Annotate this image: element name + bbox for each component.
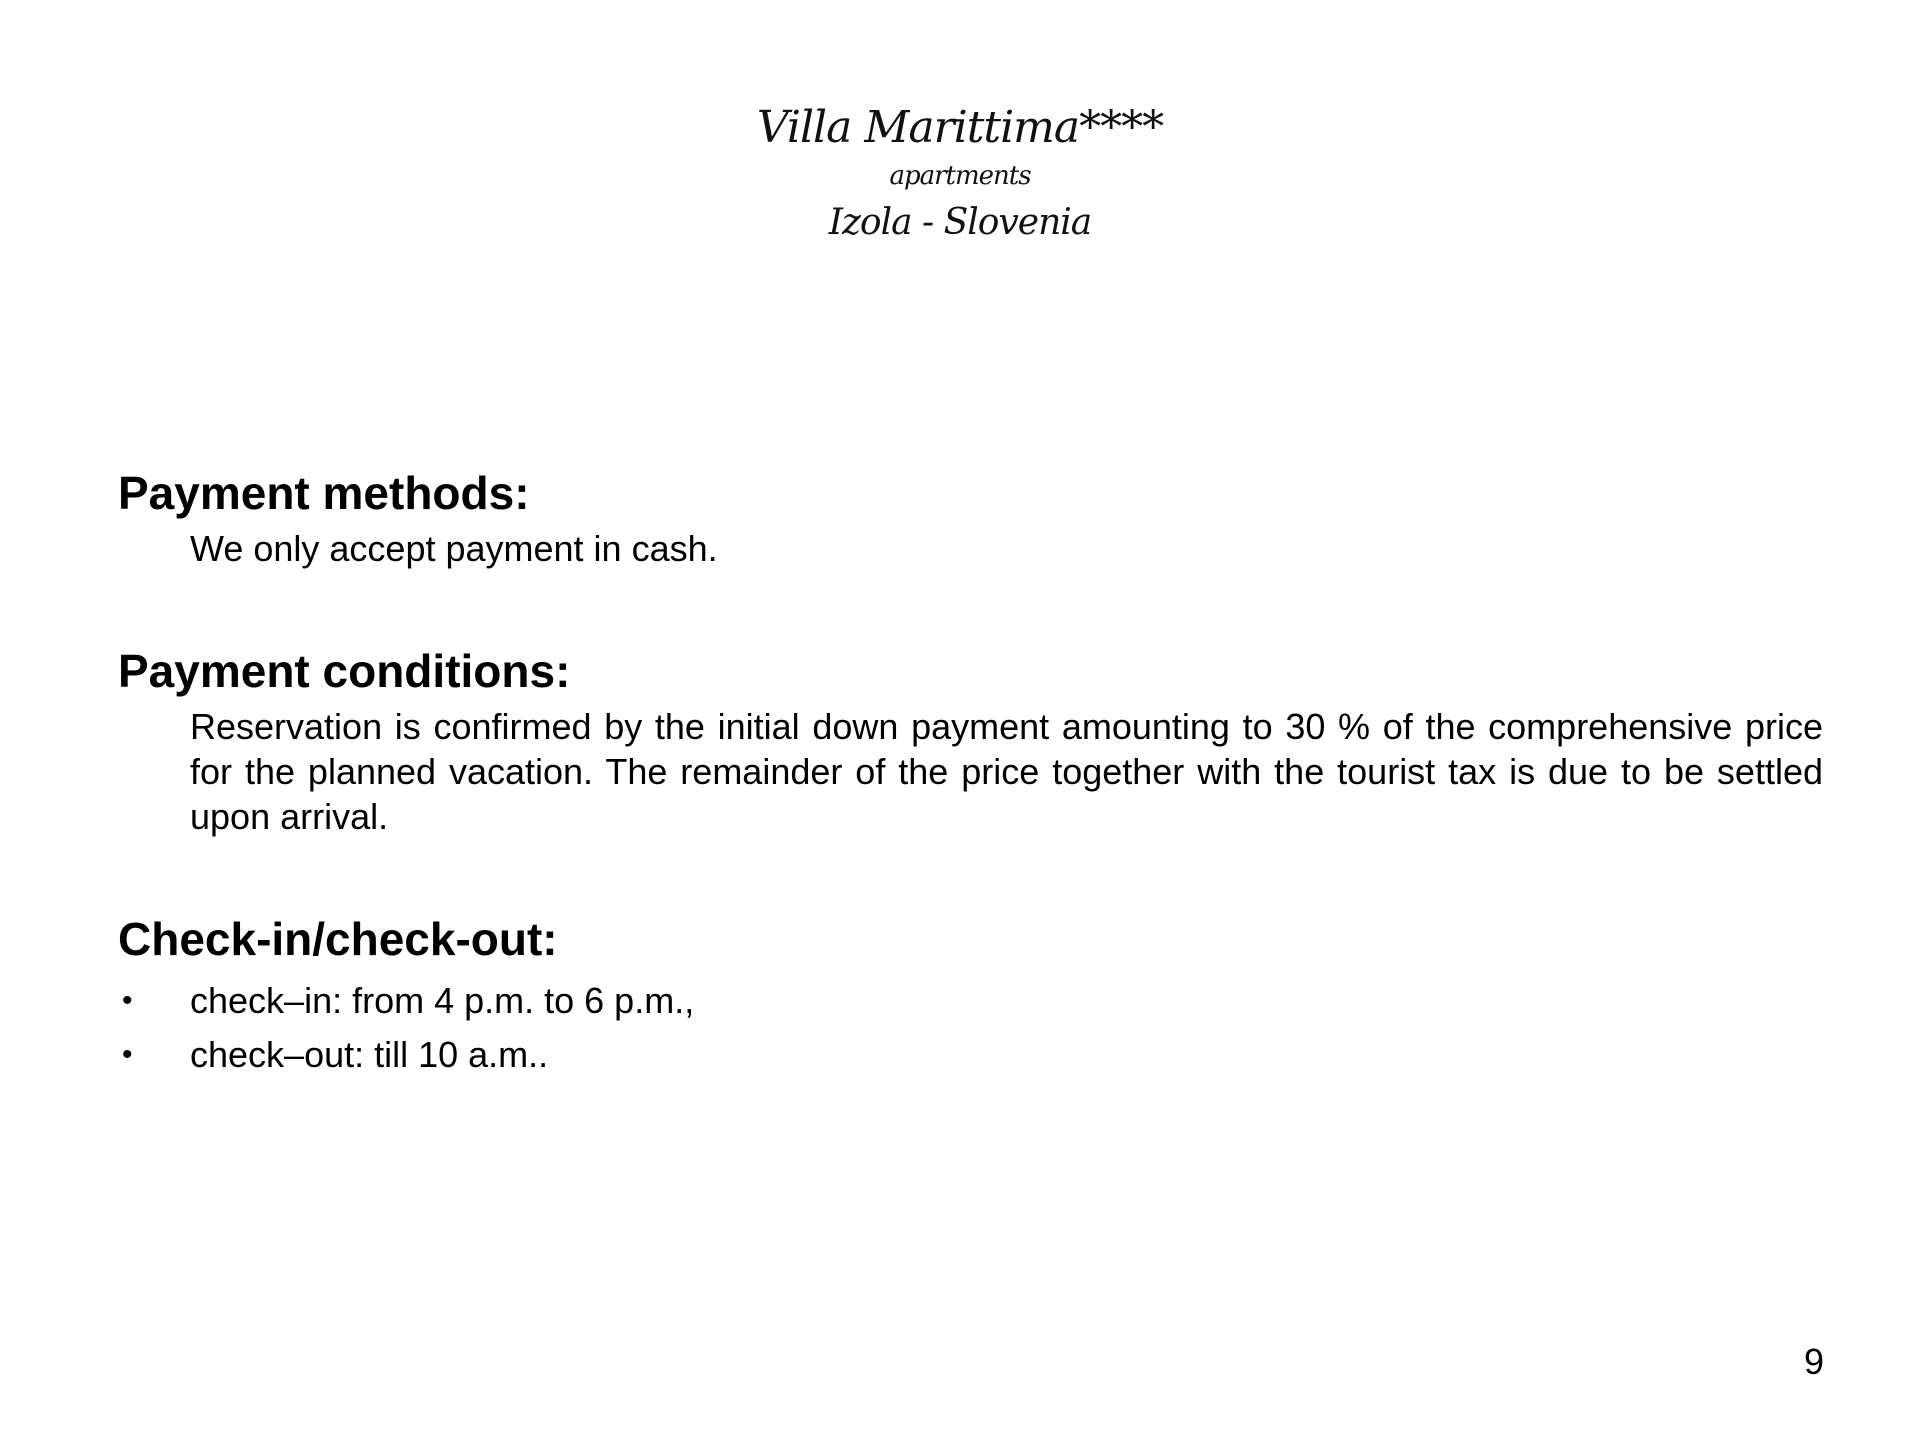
payment-conditions-section [118,644,1823,839]
bullet-icon: • [122,1038,133,1071]
check-in-out-section [118,912,1823,1082]
payment-methods-section [118,466,1823,571]
page-number: 9 [1803,1341,1824,1382]
list-item [118,974,1823,1028]
check-out-text: check–out: till 10 a.m.. [190,1034,549,1075]
list-item [118,1028,1823,1082]
bullet-icon: • [122,984,133,1017]
letterhead [0,100,1920,250]
check-in-out-heading: Check-in/check-out: [118,913,558,965]
payment-methods-text: We only accept payment in cash. [190,528,718,569]
payment-conditions-heading: Payment conditions: [118,645,571,697]
brand-name: Villa Marittima**** [756,102,1164,153]
payment-methods-heading: Payment methods: [118,467,530,519]
brand-subtitle: apartments [889,161,1031,191]
check-in-text: check–in: from 4 p.m. to 6 p.m., [190,980,695,1021]
brand-location: Izola - Slovenia [828,202,1092,243]
check-in-out-list [118,974,1823,1082]
payment-conditions-text: Reservation is confirmed by the initial down payment amounting to 30 % of the comprehensive price for the planned vacation. The remainder of the price together with the tourist tax is due to be settled upon arrival. [190,706,1823,837]
